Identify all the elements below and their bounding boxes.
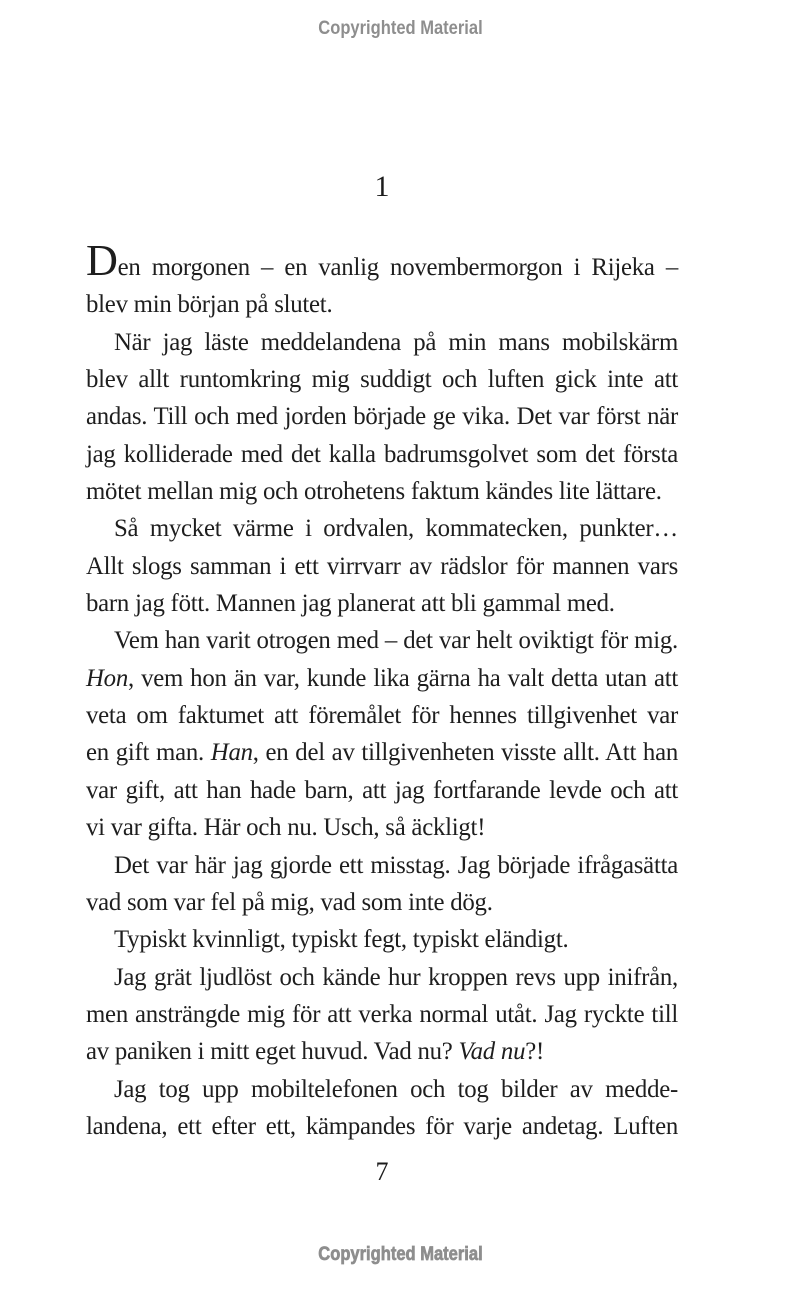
initial-drop-cap: D <box>86 236 118 285</box>
text-line <box>86 473 678 510</box>
text-segment: , en del av tillgivenheten visste allt. Att han <box>252 739 678 767</box>
text-segment: , vem hon än var, kunde lika gärna ha valt detta utan att <box>127 664 678 692</box>
text-segment: När jag läste meddelandena på min mans mobilskärm <box>114 328 678 356</box>
text-line <box>86 996 678 1033</box>
text-line <box>86 286 678 323</box>
chapter-number: 1 <box>374 170 390 203</box>
text-line <box>86 622 678 659</box>
text-segment: Typiskt kvinnligt, typiskt fegt, typiskt eländigt. <box>114 926 569 954</box>
text-segment: Det var här jag gjorde ett misstag. Jag började ifrågasätta <box>114 851 678 879</box>
text-segment: ?! <box>525 1038 545 1066</box>
text-segment: landena, ett efter ett, kämpandes för varje andetag. Luften <box>86 1112 678 1140</box>
text-line <box>86 772 678 809</box>
text-line <box>86 1033 678 1070</box>
copyright-banner-top <box>0 16 800 42</box>
text-line <box>86 510 678 547</box>
italic-text-segment: Vad nu <box>458 1038 526 1066</box>
copyright-banner-bottom-label: Copyrighted Material <box>317 1244 483 1265</box>
text-line <box>86 884 678 921</box>
text-line <box>86 1071 678 1108</box>
text-line <box>86 660 678 697</box>
text-segment: Så mycket värme i ordvalen, kommatecken, punkter… <box>114 515 678 543</box>
body-text-block <box>86 236 678 1145</box>
text-segment: men ansträngde mig för att verka normal utåt. Jag ryckte till <box>86 1000 678 1028</box>
text-line <box>86 921 678 958</box>
text-line <box>86 585 678 622</box>
text-segment: andas. Till och med jorden började ge vika. Det var först när <box>86 403 678 431</box>
text-line <box>86 548 678 585</box>
text-segment: Allt slogs samman i ett virrvarr av rädslor för mannen vars <box>86 552 678 580</box>
text-segment: blev allt runtomkring mig suddigt och luften gick inte att <box>86 366 678 394</box>
copyright-banner-bottom <box>0 1242 800 1268</box>
text-line <box>86 697 678 734</box>
text-segment: var gift, att han hade barn, att jag fortfarande levde och att <box>86 776 678 804</box>
text-segment: en gift man. <box>86 739 211 767</box>
text-segment: vi var gifta. Här och nu. Usch, så äckligt! <box>86 814 486 842</box>
text-line <box>86 236 678 286</box>
text-segment: Vem han varit otrogen med – det var helt oviktigt för mig. <box>114 627 678 655</box>
page-number: 7 <box>375 1157 389 1186</box>
text-segment: av paniken i mitt eget huvud. Vad nu? <box>86 1038 459 1066</box>
text-line <box>86 734 678 771</box>
text-segment: blev min början på slutet. <box>86 291 333 319</box>
text-line <box>86 809 678 846</box>
text-segment: mötet mellan mig och otrohetens faktum kändes lite lättare. <box>86 478 662 506</box>
text-line <box>86 436 678 473</box>
text-line <box>86 361 678 398</box>
text-line <box>86 1108 678 1145</box>
text-line <box>86 847 678 884</box>
text-segment: Jag tog upp mobiltelefonen och tog bilder av medde- <box>114 1075 678 1103</box>
italic-text-segment: Han <box>210 739 253 767</box>
text-segment: Jag grät ljudlöst och kände hur kroppen revs upp inifrån, <box>114 963 678 991</box>
text-segment: en morgonen – en vanlig novembermorgon i Rijeka – <box>117 254 678 281</box>
text-line <box>86 324 678 361</box>
text-line <box>86 959 678 996</box>
text-segment: jag kolliderade med det kalla badrumsgolvet som det första <box>86 440 678 468</box>
text-segment: veta om faktumet att föremålet för hennes tillgivenhet var <box>86 702 678 730</box>
text-segment: vad som var fel på mig, vad som inte dög. <box>86 888 493 916</box>
copyright-banner-top-label: Copyrighted Material <box>317 18 483 39</box>
text-line <box>86 398 678 435</box>
text-segment: barn jag fött. Mannen jag planerat att bli gammal med. <box>86 590 615 618</box>
italic-text-segment: Hon <box>86 664 128 692</box>
